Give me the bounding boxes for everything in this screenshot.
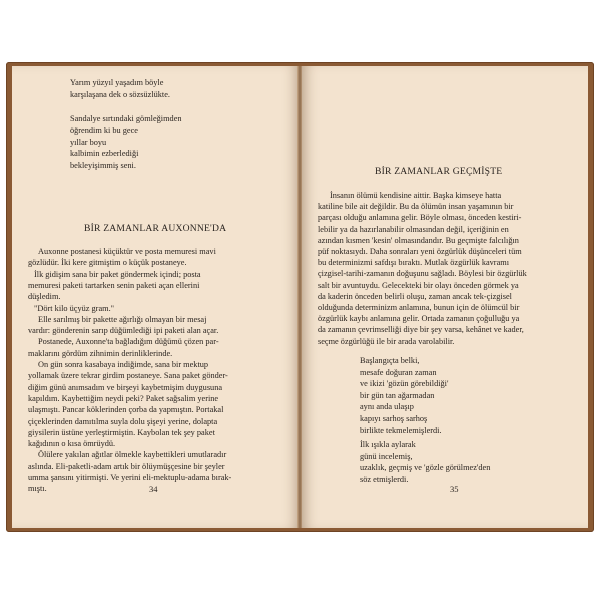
left-page-number: 34 <box>149 484 158 494</box>
text-line: birlikte tekmelemişlerdi. <box>360 425 442 435</box>
text-line: kapıyı sarhoş sarhoş <box>360 414 428 423</box>
text-line: kalbimin ezberlediği <box>70 149 139 159</box>
right-heading: BİR ZAMANLAR GEÇMİŞTE <box>375 166 503 177</box>
text-line: kağıdının o kısa ömrüydü. <box>28 439 116 449</box>
text-line: giysilerin üstüne yerleştirmiştin. Kaybolan tek şey paket <box>28 427 215 437</box>
text-line: bir gün tan ağarmadan <box>360 390 435 400</box>
left-heading: BİR ZAMANLAR AUXONNE'DA <box>84 223 227 234</box>
text-line: İlk ışıkla aylarak <box>360 440 416 449</box>
text-line: aynı anda ulaşıp <box>360 402 414 412</box>
text-line: On gün sonra kasabaya indiğimde, sana bir mektup <box>38 360 209 369</box>
text-line: umma şansını yitirmişti. Ve yerini eli-mektuplu-adama bırak- <box>28 473 232 482</box>
text-line: Yarım yüzyıl yaşadım böyle <box>70 78 164 87</box>
text-line: bu determinizmi safdışı bıraktı. Mutlak özgürlük kavramı <box>318 258 510 268</box>
text-line: da zamanın çevrimselliği diye bir şey varsa, kehânet ve kader, <box>318 325 524 335</box>
right-page-number: 35 <box>450 484 459 494</box>
text-line: mıştı. <box>28 484 47 494</box>
text-line: düşledim. <box>28 292 61 302</box>
text-line: Auxonne postanesi küçüktür ve posta memuresi mavi <box>38 247 216 256</box>
text-line: vardır: gönderenin sarıp düğümlediği ipi paketi alan açar. <box>28 326 219 336</box>
text-line: karşılaşana dek o sözsüzlükte. <box>70 89 170 99</box>
text-line: söz etmişlerdi. <box>360 474 409 484</box>
left-page <box>12 66 299 528</box>
text-line: Elle sarılmış bir pakette ağırlığı olmayan bir mesaj <box>38 314 207 324</box>
text-line: günü incelemiş, <box>360 451 413 461</box>
text-line: uzaklık, geçmiş ve 'gözle görülmez'den <box>360 463 491 473</box>
text-line: da kaderin önceden belirli oluşu, zaman ancak tek-çizgisel <box>318 291 512 301</box>
text-line: yollamak üzere tekrar girdim postaneye. Sana paket gönder- <box>28 371 228 381</box>
text-line: maklarını gördüm zihnimin derinliklerinde. <box>28 348 173 358</box>
text-line: Sandalye sırtındaki gömleğimden <box>70 114 182 123</box>
text-line: bekleyişimmiş seni. <box>70 161 136 171</box>
text-line: kapıldım. Kaybettiğim neydi peki? Paket sağsalim yerine <box>28 393 219 403</box>
text-line: İnsanın ölümü kendisine aittir. Başka kimseye hatta <box>330 191 502 200</box>
text-line: "Dört kilo üçyüz gram." <box>34 303 115 313</box>
text-line: öğrendim ki bu gece <box>70 125 138 135</box>
text-line: İlk gidişim sana bir paket göndermek içindi; posta <box>34 269 201 279</box>
text-line: yıllar boyu <box>70 137 107 147</box>
text-line: Ölülere yakılan ağıtlar ölmekle kaybettikleri umutlaradır <box>38 450 227 460</box>
text-line: memuresi paketi tartarken senin paketi açan ellerini <box>28 280 200 290</box>
text-line: püf noktasıydı. Daha sonraları yeni özgürlük düşünceleri tüm <box>318 247 522 256</box>
open-book <box>6 62 594 532</box>
text-line: ulaşmıştı. Pancar köklerinden çorba da yapmıştın. Portakal <box>28 405 224 415</box>
text-line: mesafe doğuran zaman <box>360 367 437 377</box>
text-line: azından kısmen 'kesin' olmasındandır. Bu geçmişte falcılığın <box>318 235 519 245</box>
right-page <box>302 66 588 528</box>
text-line: gözlüdür. İki kere gitmiştim o küçük postaneye. <box>28 258 187 268</box>
text-line: katiline bile ait değildir. Bu da ölümün insan yaşamının bir <box>318 202 514 212</box>
text-line: Postanede, Auxonne'ta bağladığım düğümü çözen par- <box>38 337 219 347</box>
text-line: lebilir ya da hazırlanabilir olmasından değil, içeriğinin en <box>318 224 509 234</box>
text-line: parçası olduğu anlamına gelir. Böyle olması, önceden kestiri- <box>318 213 522 223</box>
text-line: çizgisel-tarihi-zamanın doğuşunu sağladı. Böylesi bir özgürlük <box>318 269 527 279</box>
text-line: ve ikizi 'gözün görebildiği' <box>360 379 449 389</box>
text-line: Başlangıçta belki, <box>360 356 420 365</box>
text-line: salt bir avuntuydu. Gelecekteki bir olayı önceden görmek ya <box>318 280 519 290</box>
text-line: seçme özgürlüğü ile bir arada varolabilir. <box>318 336 455 346</box>
text-line: olduğunda determinizm anlamına, bunun için de ölümcül bir <box>318 303 520 312</box>
text-line: diğim günü anımsadım ve birşeyi kaybetmişim duygusuna <box>28 382 223 392</box>
text-line: aslında. Eli-paketli-adam artık bir ölüymüşçesine bir şeyler <box>28 461 225 471</box>
text-line: özgürlük kaybı anlamına gelir. Ortada zamanın çoğulluğu ya <box>318 314 520 324</box>
text-line: çiçeklerinden damıtılma suyla dolu şişeyi yerine, dolapta <box>28 416 218 426</box>
